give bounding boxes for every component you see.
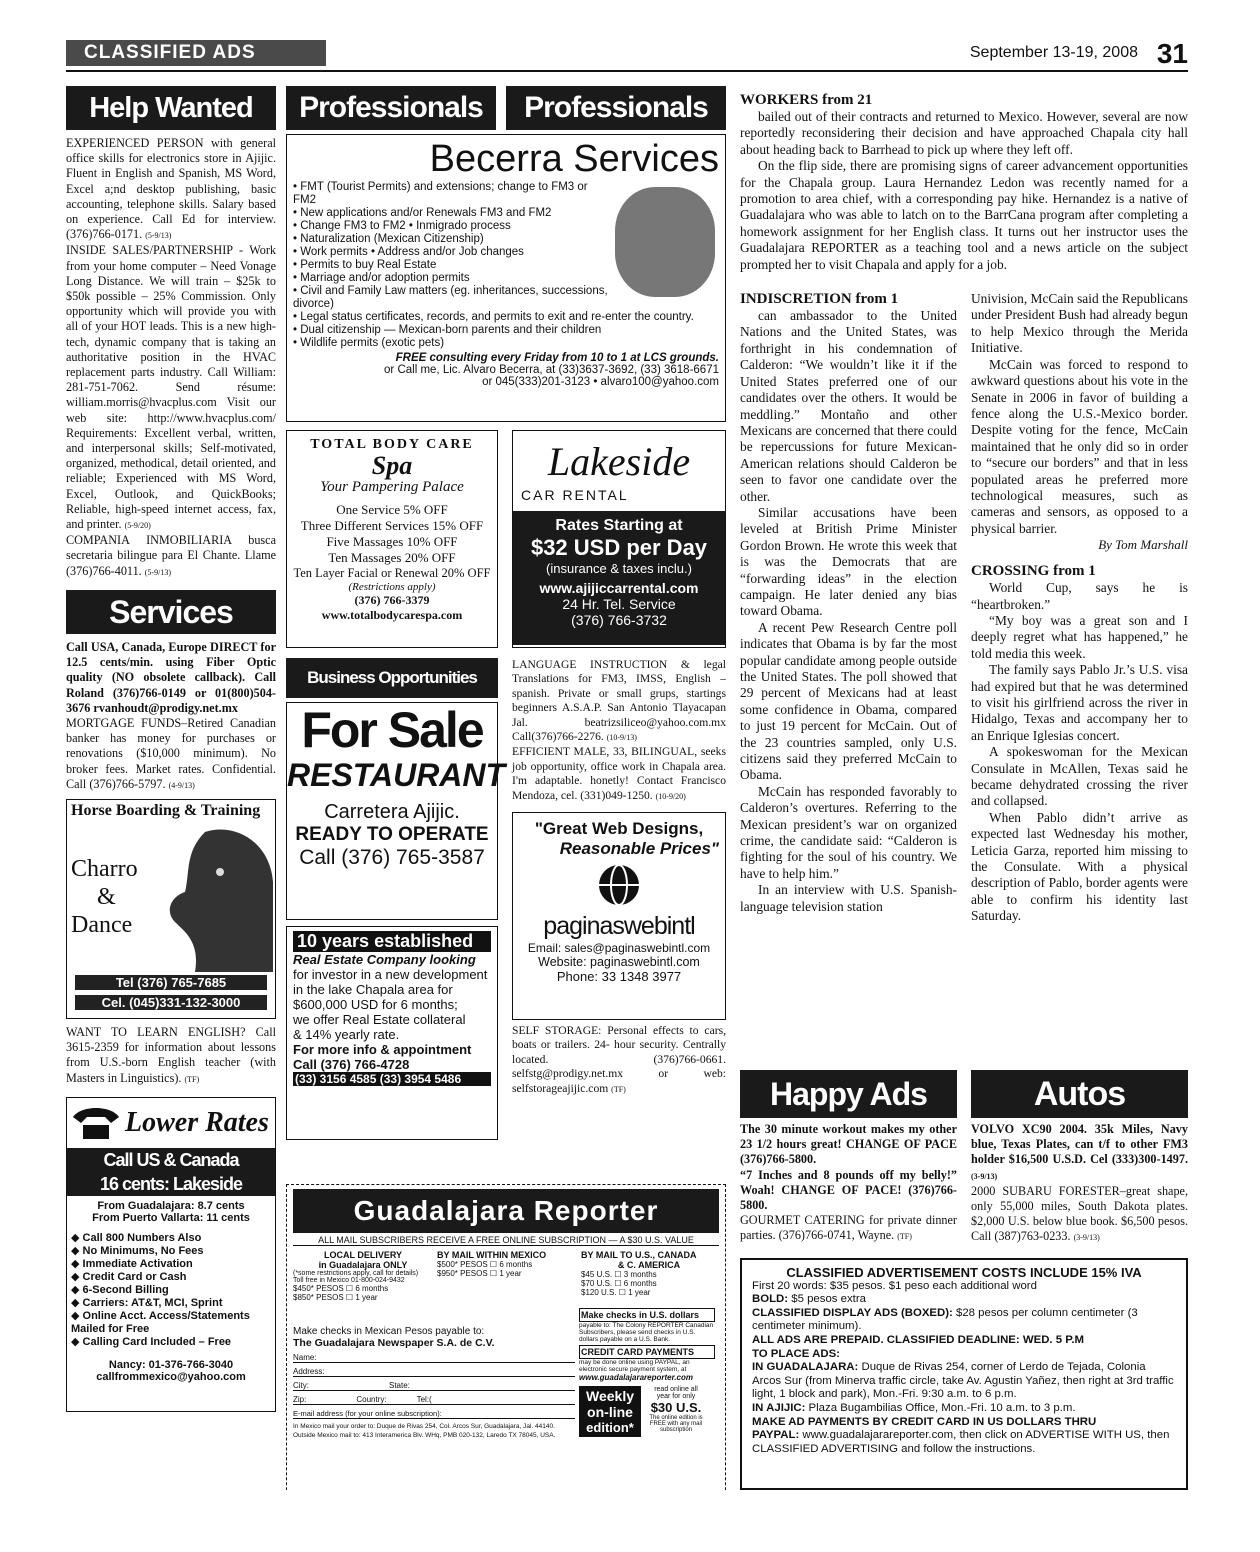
web-email: Email: sales@paginaswebintl.com [527,941,711,956]
spa-name: Spa [371,451,413,480]
page-number: 31 [1156,38,1188,69]
lower-rates-contact1: Nancy: 01-376-766-3040 [108,1358,234,1371]
local-opt[interactable]: $450* PESOS ☐ 6 months [293,1284,389,1293]
column-right [740,80,1188,1490]
list-item: • FMT (Tourist Permits) and extensions; change to FM3 or FM2 [293,181,588,206]
costs-line: ALL ADS ARE PREPAID. CLASSIFIED DEADLINE: WED. 5 P.M [752,1333,1085,1346]
article-paragraph: The family says Pablo Jr.’s U.S. visa had expired but that he was determined to visit his girlfriend across the river in Hidalgo, Texas and accompany her to an Enrique Iglesias concert. [971,662,1188,743]
lower-rates-contact2: callfrommexico@yahoo.com [96,1370,246,1383]
list-item: • Work permits • Address and/or Job changes [293,246,524,258]
weekly-text: Weekly [586,1388,634,1404]
article-paragraph: A recent Pew Research Centre poll indicates that Obama is by far the most popular candidate among people outside the United States. The poll showed that 29 percent of Mexicans had at least some confidence in Obama, compared to just 19 percent for McCain. Out of the 23 countries sampled, only U.S. citizens said they preferred McCain to Obama. [740,619,957,783]
list-item: ◆ Credit Card or Cash [71,1270,187,1283]
article-paragraph: bailed out of their contracts and returned to Mexico. However, several are now reportedly reconsidering their decision and have approached Chapala city hall about heading back to Barrhead to pick up where they left off. [740,109,1188,157]
costs-line: CLASSIFIED DISPLAY ADS (BOXED): $28 pesos per column centimeter (3 centimeter minimum). [752,1306,1138,1333]
classified-ad: MORTGAGE FUNDS–Retired Canadian banker has money for purchases or renovations ($10,000 minimum). No broker fees. Market rates. Confidential. Call (376)766-5797. (4-9/13) [66,715,276,791]
lower-rates-from2: From Puerto Vallarta: 11 cents [92,1211,250,1224]
realestate-line: $600,000 USD for 6 months; [293,997,458,1012]
realestate-line: & 14% yearly rate. [293,1027,400,1042]
spa-offer: Ten Massages 20% OFF [328,550,456,565]
telephone-icon [71,1103,121,1143]
professionals-banner: Professionals [286,86,496,130]
article-head: WORKERS from 21 [740,92,873,108]
us-h1: BY MAIL TO U.S., CANADA [581,1250,697,1260]
web-brand: paginaswebintl [543,912,695,941]
lower-rates-title: Lower Rates [125,1106,269,1138]
list-item: • Wildlife permits (exotic pets) [293,337,445,349]
becerra-call1: or Call me, Lic. Alvaro Becerra, at (33)3637-3692, (33) 3618-6671 [384,364,719,376]
article-paragraph: Similar accusations have been leveled at British Prime Minister Gordon Brown. He wrote this week that is was the Democrats that are “forwarding ideas” in the election campaign. He later denied any bias toward Obama. [740,504,957,619]
realestate-line: in the lake Chapala area for [293,982,453,997]
local-delivery [293,1250,433,1302]
classified-ad: Call USA, Canada, Europe DIRECT for 12.5 cents/min. using Fiber Optic quality (NO obsolete callback). Call Roland (376)766-0149 or 01(800)504-3676 rvanhoudt@prodigy.net.mx [66,639,276,715]
us-opt[interactable]: $45 U.S. ☐ 3 months [581,1270,657,1279]
mail-us [581,1250,717,1302]
becerra-services-ad [286,134,726,422]
globe-icon [597,863,641,907]
list-item: ◆ Immediate Activation [71,1257,193,1270]
classified-ad: EXPERIENCED PERSON with general office skills for electronics store in Ajijic. Fluent in English and Spanish, MS Word, Excel a;nd desktop publishing, basic accounting, telephone skills. Salary based on experience. Call Ed for interview. (376)766-0171. (5-9/13) [66,136,276,242]
list-item: • Naturalization (Mexican Citizenship) [293,233,484,245]
article-paragraph: McCain was forced to respond to awkward questions about his vote in the Senate in 2006 in favor of building a fence along the U.S.-Mexico border. Despite voting for the fence, McCain maintained that he only did so in order to “secure our borders” and that in less populated areas he preferred more technological measures, such as cameras and sensors, as opposed to a physical barrier. [971,356,1188,536]
mail-mexico [437,1250,577,1302]
list-item: ◆ Call 800 Numbers Also [71,1231,202,1244]
horse-charro: Charro [71,855,138,882]
email-field[interactable]: E-mail address (for your online subscription): [293,1409,575,1419]
payment-info [579,1308,715,1439]
mail-outside-address: Outside Mexico mail to: 413 Interamerica Blv. WHq, PMB 020-132, Laredo TX 78045, USA. [293,1432,556,1439]
us-opt[interactable]: $120 U.S. ☐ 1 year [581,1288,651,1297]
horse-amp: & [97,883,116,910]
spa-restrictions: (Restrictions apply) [348,581,436,593]
services-banner: Services [66,590,276,634]
help-wanted-list [66,136,276,580]
two-column-news [740,291,1188,925]
costs-line: MAKE AD PAYMENTS BY CREDIT CARD IN US DOLLARS THRU [752,1415,1097,1428]
business-banner: Business Opportunities [286,658,498,698]
realestate-head: 10 years established [293,931,491,952]
list-item: • Dual citizenship — Mexican-born parents and their children [293,324,602,336]
article-paragraph: In an interview with U.S. Spanish-language television station [740,882,957,914]
realestate-line: For more info & appointment [293,1042,472,1057]
subscription-form-area [293,1308,719,1439]
classified-ad: INSIDE SALES/PARTNERSHIP - Work from your home computer – Need Vonage Long Distance. We will train – $25k to $50k possible – 25% Commission. Only opportunity which will provide you with all of your HOT leads. This is a new high-tech, dynamic company that is taking an authoritative position in the HVAC replacement parts industry. Call William: 281-751-7062. Send résume: william.morris@hvacplus.com Visit our web site: http://www.hvacplus.com/ Requirements: Excellent verbal, written, and interpersonal skills; Self-motivated, organized, methodical, detail oriented, and reliable; Experienced with MS Word, Excel, Outlook, and QuickBooks; Reliable, high-speed internet access, fax, and printer. (5-9/20) [66,243,276,532]
local-note: (*some restrictions apply, call for details) [293,1270,419,1277]
reporter-title: Guadalajara Reporter [293,1189,719,1233]
autos-ads [971,1070,1188,1246]
classified-costs-box [740,1258,1188,1490]
local-h1: LOCAL DELIVERY [323,1250,402,1260]
us-h2: & C. AMERICA [617,1260,681,1270]
realestate-line: we offer Real Estate collateral [293,1012,466,1027]
classified-ad: GOURMET CATERING for private dinner parties. (376)766-0741, Wayne. (TF) [740,1213,957,1243]
list-item: • Permits to buy Real Estate [293,259,437,271]
article-paragraph: can ambassador to the United Nations and the United States, was forthright in his condemnation of Calderon: “We wouldn’t like it if the United States preferred one of our candidates over the others. It would be meddling.” Montaño and other Mexicans are concerned that there could be repercussions for future Mexican-American relations should Calderon be seen to favor one candidate over the other. [740,308,957,504]
lakeside-ins: (insurance & taxes inclu.) [546,561,692,576]
spa-tagline: Your Pampering Palace [320,479,464,495]
lakeside-tel2: (376) 766-3732 [571,612,667,628]
web-phone: Phone: 33 1348 3977 [556,969,682,985]
article-paragraph: McCain has responded favorably to Calderon’s overtures. Referring to the Mexican president’s war on organized crime, the candidate said: “Calderon is fighting for the soul of his country. We have to help him.” [740,783,957,881]
section-label: CLASSIFIED ADS [66,40,326,66]
online-text: read online all [654,1386,698,1393]
costs-line: TO PLACE ADS: [752,1347,840,1360]
web-quote2: Reasonable Prices" [559,839,719,859]
mex-opt[interactable]: $950* PESOS ☐ 1 year [437,1269,522,1278]
classified-ad: 2000 SUBARU FORESTER–great shape, only 55,000 miles, South Dakota plates. $2,000 U.S. below blue book. $6,500 pesos. Call (387)763-0233. (3-9/13) [971,1183,1188,1244]
realestate-line: Real Estate Company looking [293,952,476,967]
online-text: The online edition is FREE with any mail subscription [649,1415,703,1433]
restaurant-call: Call (376) 765-3587 [299,846,485,869]
subscription-options [293,1250,719,1302]
costs-line: First 20 words: $35 pesos. $1 peso each additional word [752,1279,1037,1292]
web-site: Website: paginaswebintl.com [538,955,700,970]
article-paragraph: “My boy was a great son and I deeply regret what has happened,” he told media this week. [971,612,1188,661]
horse-head-icon [165,822,275,972]
local-opt[interactable]: $850* PESOS ☐ 1 year [293,1293,378,1302]
restaurant-ready: READY TO OPERATE [295,824,489,845]
list-item: ◆ Calling Card Included – Free [71,1335,232,1348]
classified-ad: The 30 minute workout makes my other 23 1/2 hours great! CHANGE OF PACE (376)766-5800. [740,1122,957,1167]
horse-boarding-ad [66,799,276,1019]
list-item: • Change FM3 to FM2 • Inmigrado process [293,220,511,232]
spa-offer: One Service 5% OFF [336,502,448,517]
becerra-call2: or 045(333)201-3123 • alvaro100@yahoo.com [482,376,719,388]
spa-offer: Three Different Services 15% OFF [300,518,484,533]
lower-rates-from1: From Guadalajara: 8.7 cents [97,1199,245,1212]
article-head: INDISCRETION from 1 [740,291,899,308]
services-list [66,640,276,793]
becerra-list [293,181,694,350]
lakeside-logo: Lakeside [547,439,691,484]
weekly-badge [579,1386,641,1437]
spa-phone: (376) 766-3379 [354,593,430,607]
city-state-fields[interactable]: City: State: [293,1381,575,1391]
horse-title: Horse Boarding & Training [71,801,261,819]
byline: By Tom Marshall [1098,537,1188,553]
article-paragraph: World Cup, says he is “heartbroken.” [971,580,1188,612]
column-middle [286,80,726,1490]
column-left [66,80,276,1490]
weekly-online [579,1386,715,1437]
checks-us: Make checks in U.S. dollars [579,1308,715,1322]
list-item: • Legal status certificates, records, and permits to exit and re-enter the country. [293,311,694,323]
costs-title: CLASSIFIED ADVERTISEMENT COSTS INCLUDE 15% IVA [786,1265,1142,1280]
credit-web: www.guadalajarareporter.com [579,1373,693,1382]
lower-rates-line1: Call US & Canada [67,1148,275,1172]
real-estate-investor-ad [286,926,498,1140]
article-head: CROSSING from 1 [971,563,1096,580]
list-item: ◆ No Minimums, No Fees [71,1244,204,1257]
spa-offer: Ten Layer Facial or Renewal 20% OFF [293,566,491,580]
costs-line: PAYPAL: www.guadalajarareporter.com, then click on ADVERTISE WITH US, then CLASSIFIED ADVERTISING and follow the instructions. [752,1429,1170,1455]
local-toll: Toll free in Mexico 01-800-024-9432 [293,1277,405,1284]
checks-mx: Make checks in Mexican Pesos payable to: [293,1326,485,1337]
classified-ad: LANGUAGE INSTRUCTION & legal Translations for FM3, IMSS, English – spanish. Private or small grups, startings beginners A.S.A.P. San Antonio Tlayacapan Jal. beatrizsiliceo@yahoo.com.mx Call(376)766-2276. (10-9/13) [512,658,726,744]
subscription-form [293,1308,575,1439]
costs-line: IN AJIJIC: Plaza Bugambilias Office, Mon.-Fri. 10 a.m. to 3 p.m. [752,1401,1076,1414]
web-quote1: "Great Web Designs, [534,819,704,839]
lower-rates-line2: 16 cents: Lakeside [67,1172,275,1196]
restaurant-for-sale-ad [286,702,506,920]
credit-note: may be done online using PAYPAL, an electronic secure payment system, at [579,1359,690,1373]
classified-ad: EFFICIENT MALE, 33, BILINGUAL, seeks job opportunity, office work in Chapala area. I'm adaptable. honetly! Contact Francisco Mendoza, cel. (331)049-1250. (10-9/20) [512,745,726,802]
payee: The Guadalajara Newspaper S.A. de C.V. [293,1337,495,1349]
name-field[interactable]: Name: [293,1353,575,1363]
list-item: ◆ Carriers: AT&T, MCI, Sprint [71,1296,223,1309]
list-item: ◆ Online Acct. Access/Statements Mailed for Free [71,1309,250,1335]
costs-line: BOLD: $5 pesos extra [752,1293,866,1306]
forsale-title: For Sale [301,702,483,758]
lower-rates-header [67,1098,275,1148]
weekly-text: on-line [587,1404,633,1420]
spa-arc-title: TOTAL BODY CARE [310,437,474,452]
indiscretion-article [740,291,957,925]
happy-ads [740,1070,957,1246]
classified-ad: WANT TO LEARN ENGLISH? Call 3615-2359 for information about lessons from U.S.-born English teacher (with Masters in Linguistics). (TF) [66,1024,276,1085]
checks-us-note: payable to: The Colony REPORTER Canadian Subscribers, please send checks in U.S. dollars payable on a U.S. Bank. [579,1322,714,1343]
help-wanted-banner: Help Wanted [66,86,276,130]
becerra-photo [615,187,715,297]
online-text: year for only [656,1393,696,1400]
happy-autos-row [740,1070,1188,1246]
lakeside-web: www.ajijiccarrental.com [539,580,699,596]
online-price-box [641,1386,711,1437]
reporter-banner: ALL MAIL SUBSCRIBERS RECEIVE A FREE ONLINE SUBSCRIPTION — A $30 U.S. VALUE [293,1235,719,1246]
realestate-line: for investor in a new development [293,967,488,982]
indiscretion-crossing-col [971,291,1188,925]
realestate-line: Call (376) 766-4728 [293,1057,410,1072]
online-price: $30 U.S. [650,1400,702,1415]
article-paragraph: On the flip side, there are promising signs of career advancement opportunities for the Chapala group. Laura Hernandez Ledon was recently named for a promotion to area chief, with a corresponding pay hike. Hernandez is a native of Guadalajara who was able to latch on to the BarrCana program after completing a homework assignment for her English class. It turns out her instructor uses the Guadalajara REPORTER as a teaching tool and a news article on the subject prompted her to visit Chapala and apply for a job. [740,158,1188,272]
lower-rates-list [71,1232,271,1349]
classified-ad: VOLVO XC90 2004. 35k Miles, Navy blue, Texas Plates, can t/f to other FM3 holder $16,500 U.S.D. Cel (333)300-1497. (3-9/13) [971,1122,1188,1181]
spa-car-row [286,430,726,650]
autos-banner: Autos [971,1070,1188,1118]
lakeside-sub: CAR RENTAL [521,487,629,503]
costs-line: IN GUADALAJARA: Duque de Rivas 254, corner of Lerdo de Tejada, Colonia Arcos Sur (from Minerva traffic circle, take Av. Agustin Yañez, then right at 3rd traffic light, 1 block and park), Mon.-Fri. 9:30 a.m. to 6 p.m. [752,1361,1174,1401]
masthead-rule [66,70,1188,72]
list-item: • Civil and Family Law matters (eg. inheritances, successions, divorce) [293,285,608,310]
horse-tel: Tel (376) 765-7685 [75,975,267,990]
professionals-banner: Professionals [506,86,726,130]
business-column [286,658,506,1140]
restaurant-road: Carretera Ajijic. [324,801,460,823]
us-opt[interactable]: $70 U.S. ☐ 6 months [581,1279,657,1288]
classified-ad: SELF STORAGE: Personal effects to cars, boats or trailers. 24- hour security. Centrally located. (376)766-0661. selfstg@prodigy.net.mx or web: selfstorageajijic.com (TF) [512,1024,726,1095]
list-item: • Marriage and/or adoption permits [293,272,470,284]
list-item: • New applications and/or Renewals FM3 and FM2 [293,207,552,219]
list-item: ◆ 6-Second Billing [71,1283,169,1296]
happy-ads-banner: Happy Ads [740,1070,957,1118]
becerra-free: FREE consulting every Friday from 10 to 1 at LCS grounds. [395,352,719,364]
restaurant-title: RESTAURANT [287,757,506,793]
business-row [286,658,726,1178]
horse-cel: Cel. (045)331-132-3000 [75,995,267,1010]
masthead [66,38,1188,74]
mex-opt[interactable]: $500* PESOS ☐ 6 months [437,1260,533,1269]
article-paragraph: Univision, McCain said the Republicans under President Bush had already begun to help Mexico through the Merida Initiative. [971,291,1188,356]
issue-date: September 13-19, 2008 [969,44,1138,61]
lower-rates-ad [66,1097,276,1412]
total-body-care-ad [286,430,498,648]
weekly-text: edition* [586,1420,634,1435]
subscription-coupon [286,1184,726,1490]
horse-dance: Dance [71,911,133,938]
lakeside-rates: Rates Starting at [555,517,683,534]
credit-head: CREDIT CARD PAYMENTS [579,1345,715,1359]
classified-ad: COMPANIA INMOBILIARIA busca secretaria bilingue para El Chante. Llame (376)766-4011. (5-9/13) [66,533,276,578]
professionals-banners [286,86,726,130]
becerra-title: Becerra Services [429,138,719,180]
paginaswebintl-ad [512,812,726,1020]
spa-offer: Five Massages 10% OFF [326,534,458,549]
lakeside-rates-block [513,511,725,645]
lakeside-tel1: 24 Hr. Tel. Service [562,596,676,612]
lakeside-car-rental-ad [512,430,726,648]
lakeside-price: $32 USD per Day [530,535,708,560]
classified-ad: “7 Inches and 8 pounds off my belly!” Woah! CHANGE OF PACE! (376)766-5800. [740,1167,957,1213]
realestate-line: (33) 3156 4585 (33) 3954 5486 [293,1072,491,1086]
local-h2: in Guadalajara ONLY [318,1260,408,1270]
middle-right-column [512,658,726,1097]
spa-web: www.totalbodycarespa.com [321,608,463,622]
address-field[interactable]: Address: [293,1367,575,1377]
article-paragraph: When Pablo didn’t arrive as expected last Wednesday his mother, Leticia Garza, reported him missing to the Consulate. With a physical description of Pablo, border agents were able to confirm his identity last Saturday. [971,809,1188,924]
mail-mexico-address: In Mexico mail your order to: Duque de Rivas 254, Col. Arcos Sur, Guadalajara, Jal. 44140. [293,1423,555,1430]
article-paragraph: A spokeswoman for the Mexican Consulate in McAllen, Texas said he became dehydrated crossing the river and collapsed. [971,744,1188,809]
mex-h: BY MAIL WITHIN MEXICO [437,1250,547,1260]
zip-country-fields[interactable]: Zip: Country: Tel:( [293,1395,575,1405]
